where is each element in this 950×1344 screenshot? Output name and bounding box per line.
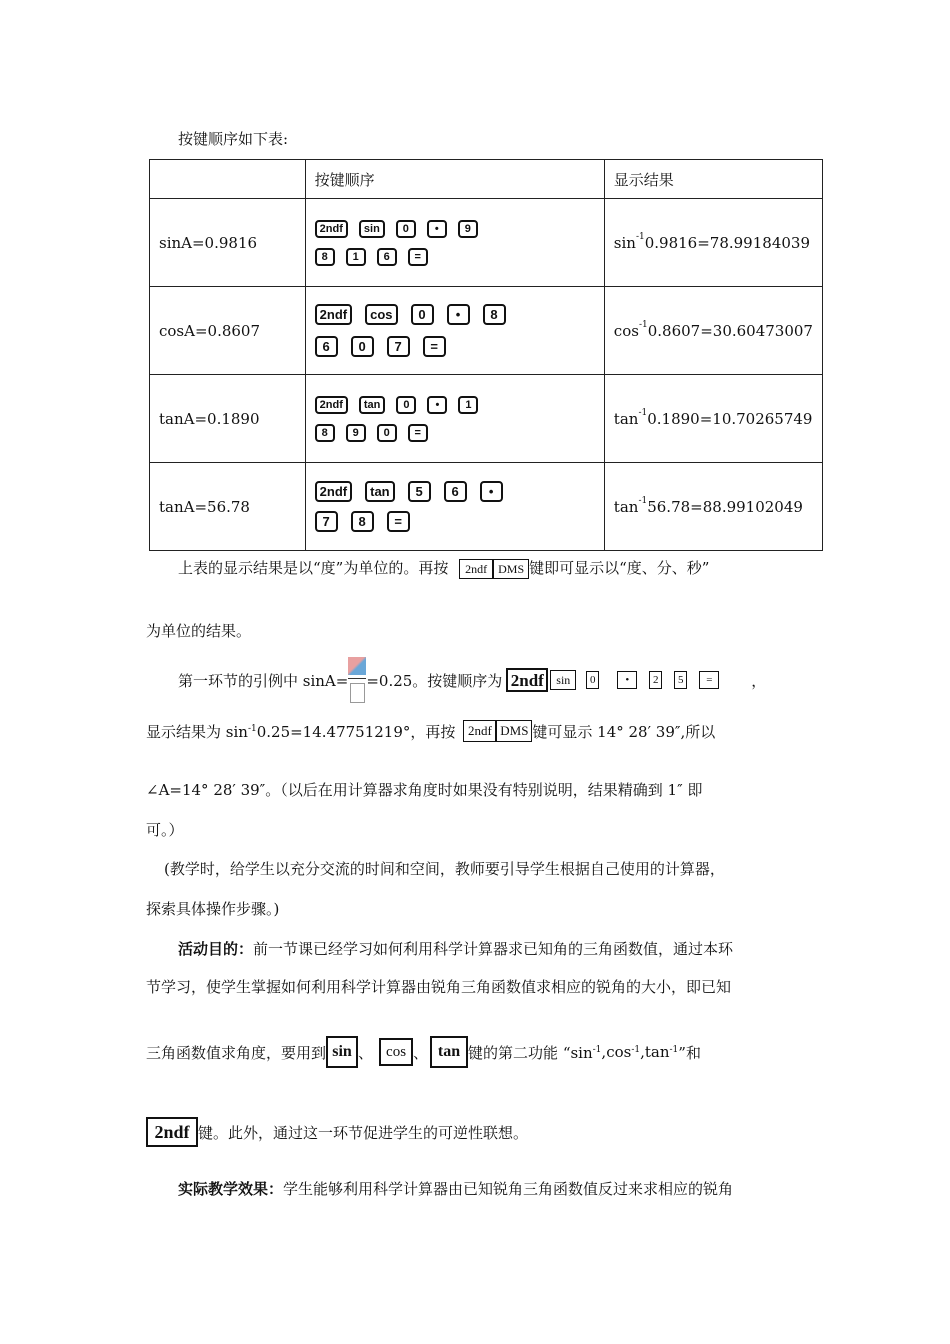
header-blank: [150, 160, 306, 199]
result-value: 0.8607=30.60473007: [647, 321, 813, 340]
para4-text-d: 键的第二功能 “sin: [468, 1043, 593, 1062]
header-key-sequence: 按键顺序: [305, 160, 604, 199]
key-tan: tan: [359, 396, 386, 414]
para2-sup: -1: [247, 724, 257, 734]
key-tan: tan: [365, 481, 395, 502]
para5-text-a: 学生能够利用科学计算器由已知锐角三角函数值反过来求相应的锐角: [283, 1180, 734, 1198]
intro-text: 按键顺序如下表:: [178, 130, 289, 148]
table-row: [150, 199, 823, 287]
key-6: 6: [377, 248, 397, 266]
row-result: [604, 199, 822, 287]
header-display-result: 显示结果: [604, 160, 822, 199]
key-cos: cos: [365, 304, 397, 325]
result-sup: -1: [638, 319, 648, 330]
key-cos-inline: cos: [379, 1038, 413, 1066]
para4-line3: [146, 1034, 701, 1070]
para4-text-d3: ,tan: [640, 1043, 670, 1061]
key-2ndf: 2ndf: [315, 396, 348, 414]
key-7: 7: [315, 511, 338, 532]
key-8: 8: [315, 248, 335, 266]
row-key-sequence: [305, 375, 604, 463]
para4-sup3: -1: [669, 1045, 679, 1055]
key-1: 1: [346, 248, 366, 266]
para2-text-c: 显示结果为 sin: [146, 722, 248, 741]
key-2ndf-inline: 2ndf: [463, 720, 496, 742]
key-equals: =: [408, 248, 428, 266]
para4-label: 活动目的：: [178, 940, 254, 958]
result-fn: tan: [613, 409, 639, 428]
key-7: 7: [387, 336, 410, 357]
para4-sep1: 、: [358, 1043, 374, 1062]
para1-text-a: 上表的显示结果是以“度”为单位的。再按: [178, 559, 449, 577]
key-sin-inline: sin: [326, 1036, 358, 1068]
key-8: 8: [351, 511, 374, 532]
key-9: 9: [458, 220, 478, 238]
key-2ndf-inline: 2ndf: [459, 559, 493, 579]
result-value: 56.78=88.99102049: [647, 497, 803, 516]
row-label: cosA=0.8607: [150, 287, 306, 375]
result-value: 0.9816=78.99184039: [644, 233, 810, 252]
para4-line2: 节学习，使学生掌握如何利用科学计算器由锐角三角函数值求相应的锐角的大小，即已知: [146, 978, 732, 996]
para4-text-d4: ”和: [678, 1043, 701, 1062]
key-equals-inline: =: [699, 671, 719, 689]
result-fn: sin: [613, 233, 636, 252]
para2-line3: ∠A=14° 28′ 39″。（以后在用计算器求角度时如果没有特别说明，结果精确到 1″ 即: [146, 781, 703, 799]
row-key-sequence: [305, 463, 604, 551]
para2-text-b: =0.25。按键顺序为: [366, 671, 503, 690]
key-0: 0: [396, 220, 416, 238]
row-label: tanA=0.1890: [150, 375, 306, 463]
key-0: 0: [396, 396, 416, 414]
para4-sep2: 、: [413, 1043, 429, 1062]
para4-sup1: -1: [592, 1045, 602, 1055]
key-8: 8: [315, 424, 335, 442]
table-row: [150, 287, 823, 375]
key-dot: •: [427, 220, 447, 238]
para3-line2: 探索具体操作步骤。): [146, 900, 280, 918]
para1-text-b: 键即可显示以“度、分、秒”: [529, 559, 710, 577]
fraction-image: [348, 657, 366, 703]
key-sin-inline: sin: [550, 670, 576, 690]
para4-text-d2: ,cos: [601, 1043, 632, 1061]
result-fn: cos: [613, 321, 639, 340]
key-dms-inline: DMS: [493, 559, 529, 579]
key-2ndf: 2ndf: [315, 481, 352, 502]
row-result: [604, 287, 822, 375]
key-2ndf-inline: 2ndf: [146, 1117, 198, 1147]
key-equals: =: [387, 511, 410, 532]
key-0: 0: [351, 336, 374, 357]
key-dot: •: [480, 481, 503, 502]
key-0-inline: 0: [586, 671, 599, 689]
key-0: 0: [411, 304, 434, 325]
para2-line4: 可。）: [146, 821, 184, 839]
key-dot: •: [427, 396, 447, 414]
key-2ndf: 2ndf: [315, 220, 348, 238]
para2-text-a: 第一环节的引例中 sinA=: [178, 671, 349, 690]
para1-line2: 为单位的结果。: [146, 622, 252, 640]
para2-text-c2: 0.25=14.47751219°，再按: [256, 722, 456, 741]
key-sequence-table: [149, 159, 823, 551]
row-result: [604, 375, 822, 463]
key-1: 1: [458, 396, 478, 414]
result-sup: -1: [638, 407, 648, 418]
table-row: [150, 463, 823, 551]
row-label: tanA=56.78: [150, 463, 306, 551]
para4-text-e: 键。此外，通过这一环节促进学生的可逆性联想。: [198, 1123, 529, 1142]
key-dms-inline: DMS: [496, 720, 532, 742]
key-0: 0: [377, 424, 397, 442]
row-key-sequence: [305, 287, 604, 375]
para4-text-a: 前一节课已经学习如何利用科学计算器求已知角的三角函数值，通过本环: [253, 940, 734, 958]
para4-line1: [178, 938, 733, 959]
result-value: 0.1890=10.70265749: [647, 409, 813, 428]
para4-sup2: -1: [631, 1045, 641, 1055]
result-sup: -1: [635, 231, 645, 242]
para1-line1: [178, 556, 709, 580]
key-equals: =: [423, 336, 446, 357]
para2-comma: ，: [751, 671, 767, 690]
key-equals: =: [408, 424, 428, 442]
result-sup: -1: [638, 495, 648, 506]
result-fn: tan: [613, 497, 639, 516]
para3-line1: (教学时，给学生以充分交流的时间和空间，教师要引导学生根据自己使用的计算器，: [164, 860, 725, 878]
row-key-sequence: [305, 199, 604, 287]
table-row: [150, 375, 823, 463]
key-dot-inline: •: [617, 671, 637, 689]
para2-text-d: 键可显示 14° 28′ 39″,所以: [532, 722, 716, 741]
key-6: 6: [444, 481, 467, 502]
key-2ndf-inline: 2ndf: [506, 668, 548, 692]
para2-line2: [146, 717, 715, 745]
para4-text-c: 三角函数值求角度，要用到: [146, 1043, 327, 1062]
key-6: 6: [315, 336, 338, 357]
para4-line4: [146, 1115, 528, 1149]
row-label: sinA=0.9816: [150, 199, 306, 287]
key-8: 8: [483, 304, 506, 325]
key-9: 9: [346, 424, 366, 442]
key-5-inline: 5: [674, 671, 687, 689]
para5-label: 实际教学效果：: [178, 1180, 284, 1198]
key-sin: sin: [359, 220, 385, 238]
para2-line1: [178, 655, 766, 705]
key-tan-inline: tan: [430, 1036, 468, 1068]
key-2ndf: 2ndf: [315, 304, 352, 325]
row-result: [604, 463, 822, 551]
key-dot: •: [447, 304, 470, 325]
key-5: 5: [408, 481, 431, 502]
para5-line1: [178, 1178, 733, 1199]
key-2-inline: 2: [649, 671, 662, 689]
